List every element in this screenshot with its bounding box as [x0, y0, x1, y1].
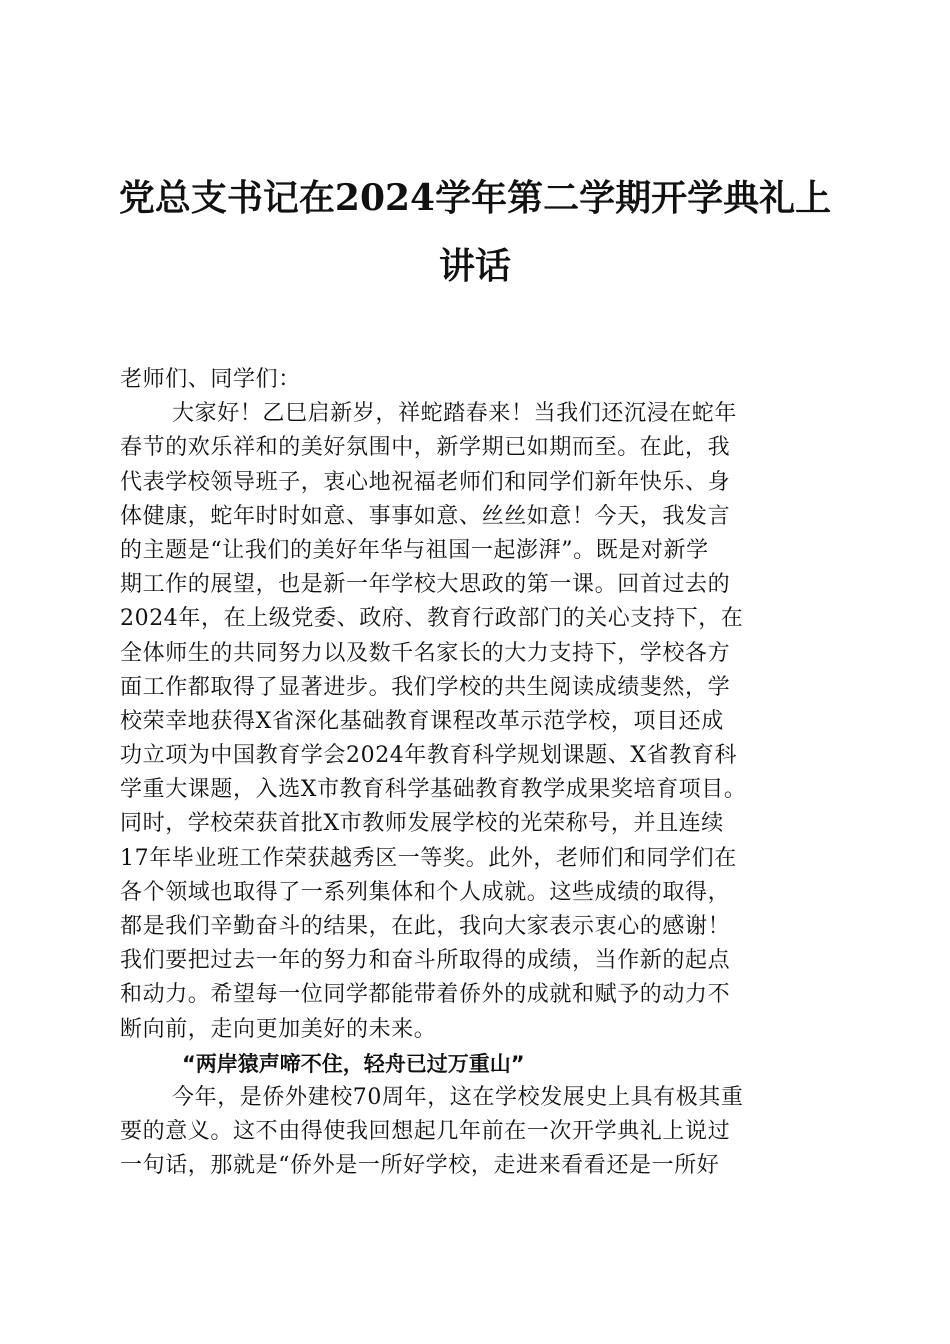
paragraph-line: 17年毕业班工作荣获越秀区一等奖。此外，老师们和同学们在	[120, 845, 737, 871]
paragraph-line: 和动力。希望每一位同学都能带着侨外的成就和赋予的动力不	[120, 982, 731, 1008]
paragraph-line: 期工作的展望，也是新一年学校大思政的第一课。回首过去的	[120, 572, 731, 598]
paragraph-line: 校荣幸地获得X省深化基础教育课程改革示范学校，项目还成	[120, 708, 724, 734]
paragraph-line: 功立项为中国教育学会2024年教育科学规划课题、X省教育科	[120, 743, 738, 769]
paragraph-line: 各个领域也取得了一系列集体和个人成就。这些成绩的取得，	[120, 879, 731, 905]
title-line-2: 讲话	[438, 245, 511, 287]
paragraph-line: 断向前，走向更加美好的未来。	[120, 1016, 437, 1042]
paragraph-line: 的主题是“让我们的美好年华与祖国一起澎湃”。既是对新学	[120, 537, 709, 563]
paragraph-line: 我们要把过去一年的努力和奋斗所取得的成绩，当作新的起点	[120, 948, 731, 974]
paragraph-line: 大家好！乙巳启新岁，祥蛇踏春来！当我们还沉浸在蛇年	[172, 401, 738, 427]
paragraph-line: 体健康，蛇年时时如意、事事如意、丝丝如意！今天，我发言	[120, 503, 731, 529]
document-body	[120, 363, 840, 1184]
paragraph-line: 同时，学校荣获首批X市教师发展学校的光荣称号，并且连续	[120, 811, 724, 837]
paragraph-1	[120, 397, 840, 1047]
paragraph-line: 学重大课题，入选X市教育科学基础教育教学成果奖培育项目。	[120, 777, 747, 803]
paragraph-2	[120, 1081, 840, 1184]
paragraph-line: 要的意义。这不由得使我回想起几年前在一次开学典礼上说过	[120, 1119, 731, 1145]
section-subheading: “两岸猿声啼不住，轻舟已过万重山”	[182, 1051, 525, 1076]
paragraph-line: 都是我们辛勤奋斗的结果，在此，我向大家表示衷心的感谢！	[120, 914, 731, 939]
paragraph-line: 一句话，那就是“侨外是一所好学校，走进来看看还是一所好	[120, 1153, 720, 1179]
paragraph-line: 面工作都取得了显著进步。我们学校的共生阅读成绩斐然，学	[120, 674, 731, 700]
title-line-1: 党总支书记在2024学年第二学期开学典礼上	[118, 177, 832, 219]
paragraph-line: 全体师生的共同努力以及数千名家长的大力支持下，学校各方	[120, 640, 731, 666]
paragraph-line: 今年，是侨外建校70周年，这在学校发展史上具有极其重	[172, 1084, 744, 1110]
paragraph-line: 2024年，在上级党委、政府、教育行政部门的关心支持下，在	[120, 606, 744, 632]
salutation: 老师们、同学们：	[120, 367, 301, 392]
paragraph-line: 春节的欢乐祥和的美好氛围中，新学期已如期而至。在此，我	[120, 435, 731, 461]
paragraph-line: 代表学校领导班子，衷心地祝福老师们和同学们新年快乐、身	[120, 469, 731, 495]
